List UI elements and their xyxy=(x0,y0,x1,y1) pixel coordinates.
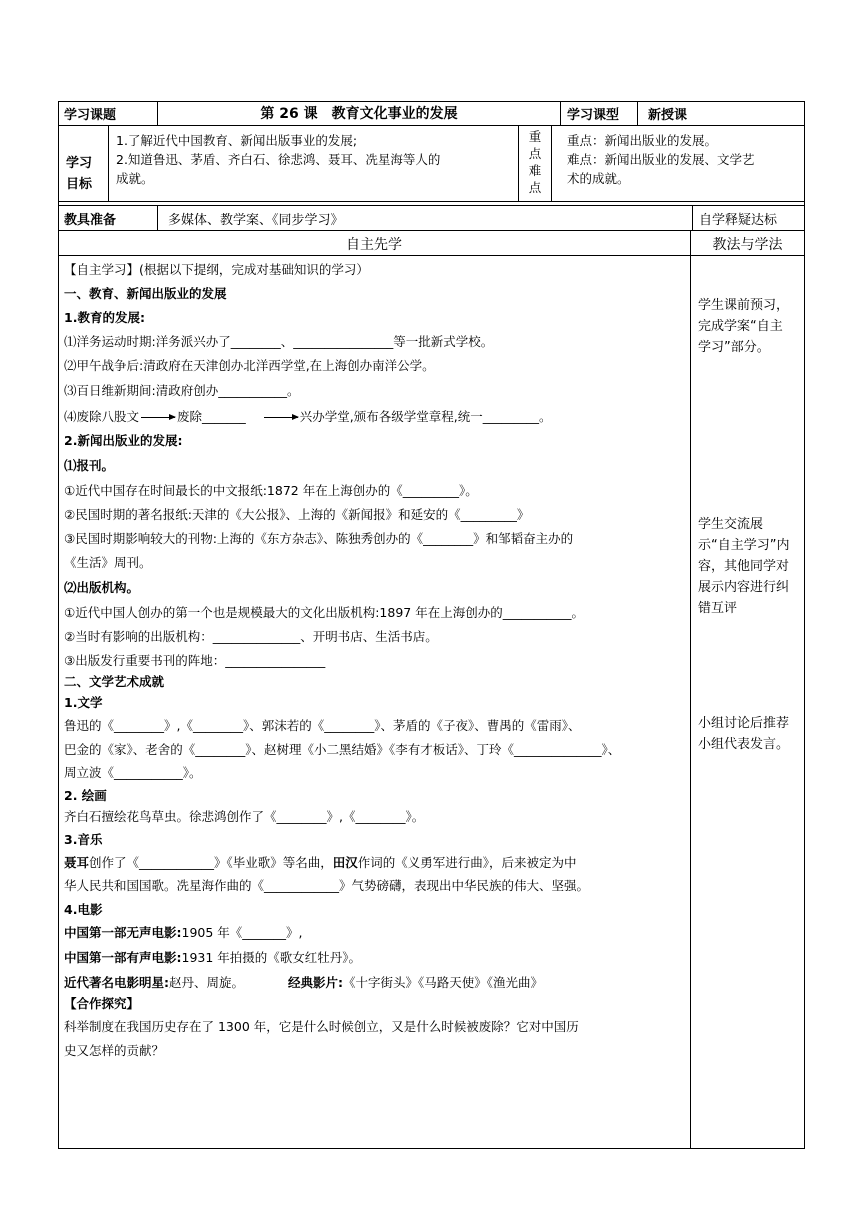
goals-list xyxy=(116,131,440,188)
text-segment: 作词的《义勇军进行曲》，后来被定为中 xyxy=(357,855,577,870)
goal-label-2: 目标 xyxy=(66,177,93,192)
text-line: ③出版发行重要书刊的阵地：________________ xyxy=(64,653,326,668)
subsection-heading: 4.电影 xyxy=(64,902,103,917)
topic-label: 学习课题 xyxy=(64,108,117,123)
subsection-heading: 1.文学 xyxy=(64,695,103,710)
subsection-heading: 2. 绘画 xyxy=(64,788,107,803)
type-value: 新授课 xyxy=(648,108,688,123)
key-point-line: 术的成就。 xyxy=(567,171,630,186)
text-line: ⑴洋务运动时期:洋务派兴办了________、________________等一批新式学校。 xyxy=(64,334,494,349)
section-heading: 一、教育、新闻出版业的发展 xyxy=(64,286,227,301)
text-segment: 创作了《____________》《毕业歌》等名曲， xyxy=(89,855,333,870)
subsection-heading: ⑵出版机构。 xyxy=(64,580,140,595)
side-note-preview: 学生课前预习，完成学案“自主学习”部分。 xyxy=(698,298,790,355)
key-points xyxy=(567,131,755,188)
key-label-char: 点 xyxy=(528,146,542,161)
section-intro: 【自主学习】(根据以下提纲，完成对基础知识的学习） xyxy=(64,262,369,277)
text-line xyxy=(64,923,686,942)
text-line xyxy=(64,407,686,426)
subsection-heading: ⑴报刊。 xyxy=(64,458,115,473)
key-label-char: 重 xyxy=(528,129,542,144)
subsection-heading: 2.新闻出版业的发展: xyxy=(64,433,183,448)
text-segment: 经典影片: xyxy=(288,975,343,990)
arrow-icon xyxy=(264,417,298,418)
goal-label-1: 学习 xyxy=(66,156,93,171)
text-segment: 1905 年《_______》, xyxy=(181,925,303,940)
goal-item: 成就。 xyxy=(116,171,154,186)
text-line: 周立波《___________》。 xyxy=(64,765,202,780)
arrow-icon xyxy=(141,417,175,418)
key-label-char: 难 xyxy=(528,163,542,178)
text-line: ⑶百日维新期间:清政府创办___________。 xyxy=(64,383,300,398)
text-line: ②当时有影响的出版机构：______________、开明书店、生活书店。 xyxy=(64,629,438,644)
tools-value: 多媒体、教学案、《同步学习》 xyxy=(168,213,344,228)
section-heading: 二、文学艺术成就 xyxy=(64,674,165,689)
text-line: ②民国时期的著名报纸:天津的《大公报》、上海的《新闻报》和延安的《_________》 xyxy=(64,507,530,522)
column-header-left: 自主先学 xyxy=(346,237,402,253)
subsection-heading: 1.教育的发展: xyxy=(64,310,145,325)
key-label-char: 点 xyxy=(528,180,542,195)
text-line: 史又怎样的贡献？ xyxy=(64,1043,165,1058)
text-line: 巴金的《家》、老舍的《________》、赵树理《小二黑结婚》《李有才板话》、丁玲《______________》、 xyxy=(64,742,621,757)
text-line: 华人民共和国国歌。冼星海作曲的《____________》气势磅礴，表现出中华民族的伟大、坚强。 xyxy=(64,878,590,893)
text-segment: 《十字街头》《马路天使》《渔光曲》 xyxy=(343,975,544,990)
text-line: 鲁迅的《________》,《________》、郭沫若的《________》、茅盾的《子夜》、曹禺的《雷雨》、 xyxy=(64,718,581,733)
text-line: ①近代中国人创办的第一个也是规模最大的文化出版机构:1897 年在上海创办的___________。 xyxy=(64,605,584,620)
text-segment: 聂耳 xyxy=(64,855,90,870)
text-segment: 田汉 xyxy=(332,855,358,870)
tools-label: 教具准备 xyxy=(64,213,117,228)
text-segment: 中国第一部无声电影: xyxy=(64,925,182,940)
text-line: ⑵甲午战争后:清政府在天津创办北洋西学堂,在上海创办南洋公学。 xyxy=(64,358,435,373)
section-heading: 【合作探究】 xyxy=(64,996,140,1011)
key-point-line: 重点：新闻出版业的发展。 xyxy=(567,133,718,148)
side-note-discussion: 小组讨论后推荐小组代表发言。 xyxy=(698,716,790,752)
self-study-label: 自学释疑达标 xyxy=(699,213,778,228)
text-segment: 兴办学堂,颁布各级学堂章程,统一_________。 xyxy=(299,409,552,424)
goal-item: 1.了解近代中国教育、新闻出版事业的发展; xyxy=(116,133,358,148)
text-line xyxy=(64,948,686,967)
lesson-title: 第 26 课 教育文化事业的发展 xyxy=(260,106,458,122)
text-segment: 1931 年拍摄的《歌女红牡丹》。 xyxy=(181,950,362,965)
text-line: ①近代中国存在时间最长的中文报纸:1872 年在上海创办的《_________》。 xyxy=(64,483,478,498)
text-line: 齐白石擅绘花鸟草虫。徐悲鸿创作了《________》,《________》。 xyxy=(64,809,425,824)
subsection-heading: 3.音乐 xyxy=(64,832,103,847)
side-note-exchange: 学生交流展示“自主学习”内容，其他同学对展示内容进行纠错互评 xyxy=(698,517,790,616)
text-line xyxy=(64,973,686,992)
column-header-right: 教法与学法 xyxy=(712,237,783,253)
text-line: 科举制度在我国历史存在了 1300 年，它是什么时候创立，又是什么时候被废除？它对中国历 xyxy=(64,1019,579,1034)
text-segment: ⑷废除八股文 xyxy=(64,409,140,424)
goal-item: 2.知道鲁迅、茅盾、齐白石、徐悲鸿、聂耳、冼星海等人的 xyxy=(116,152,441,167)
text-segment: 近代著名电影明星: xyxy=(64,975,169,990)
text-line: ③民国时期影响较大的刊物:上海的《东方杂志》、陈独秀创办的《________》和邹韬奋主办的 xyxy=(64,531,574,546)
key-difficulty-label xyxy=(519,128,551,196)
key-point-line: 难点：新闻出版业的发展、文学艺 xyxy=(567,152,755,167)
text-segment: 中国第一部有声电影: xyxy=(64,950,182,965)
type-label: 学习课型 xyxy=(567,108,620,123)
text-line xyxy=(64,853,686,872)
text-segment: 废除_______ xyxy=(177,409,246,424)
text-line: 《生活》周刊。 xyxy=(64,555,152,570)
text-segment: 赵丹、周旋。 xyxy=(169,975,245,990)
